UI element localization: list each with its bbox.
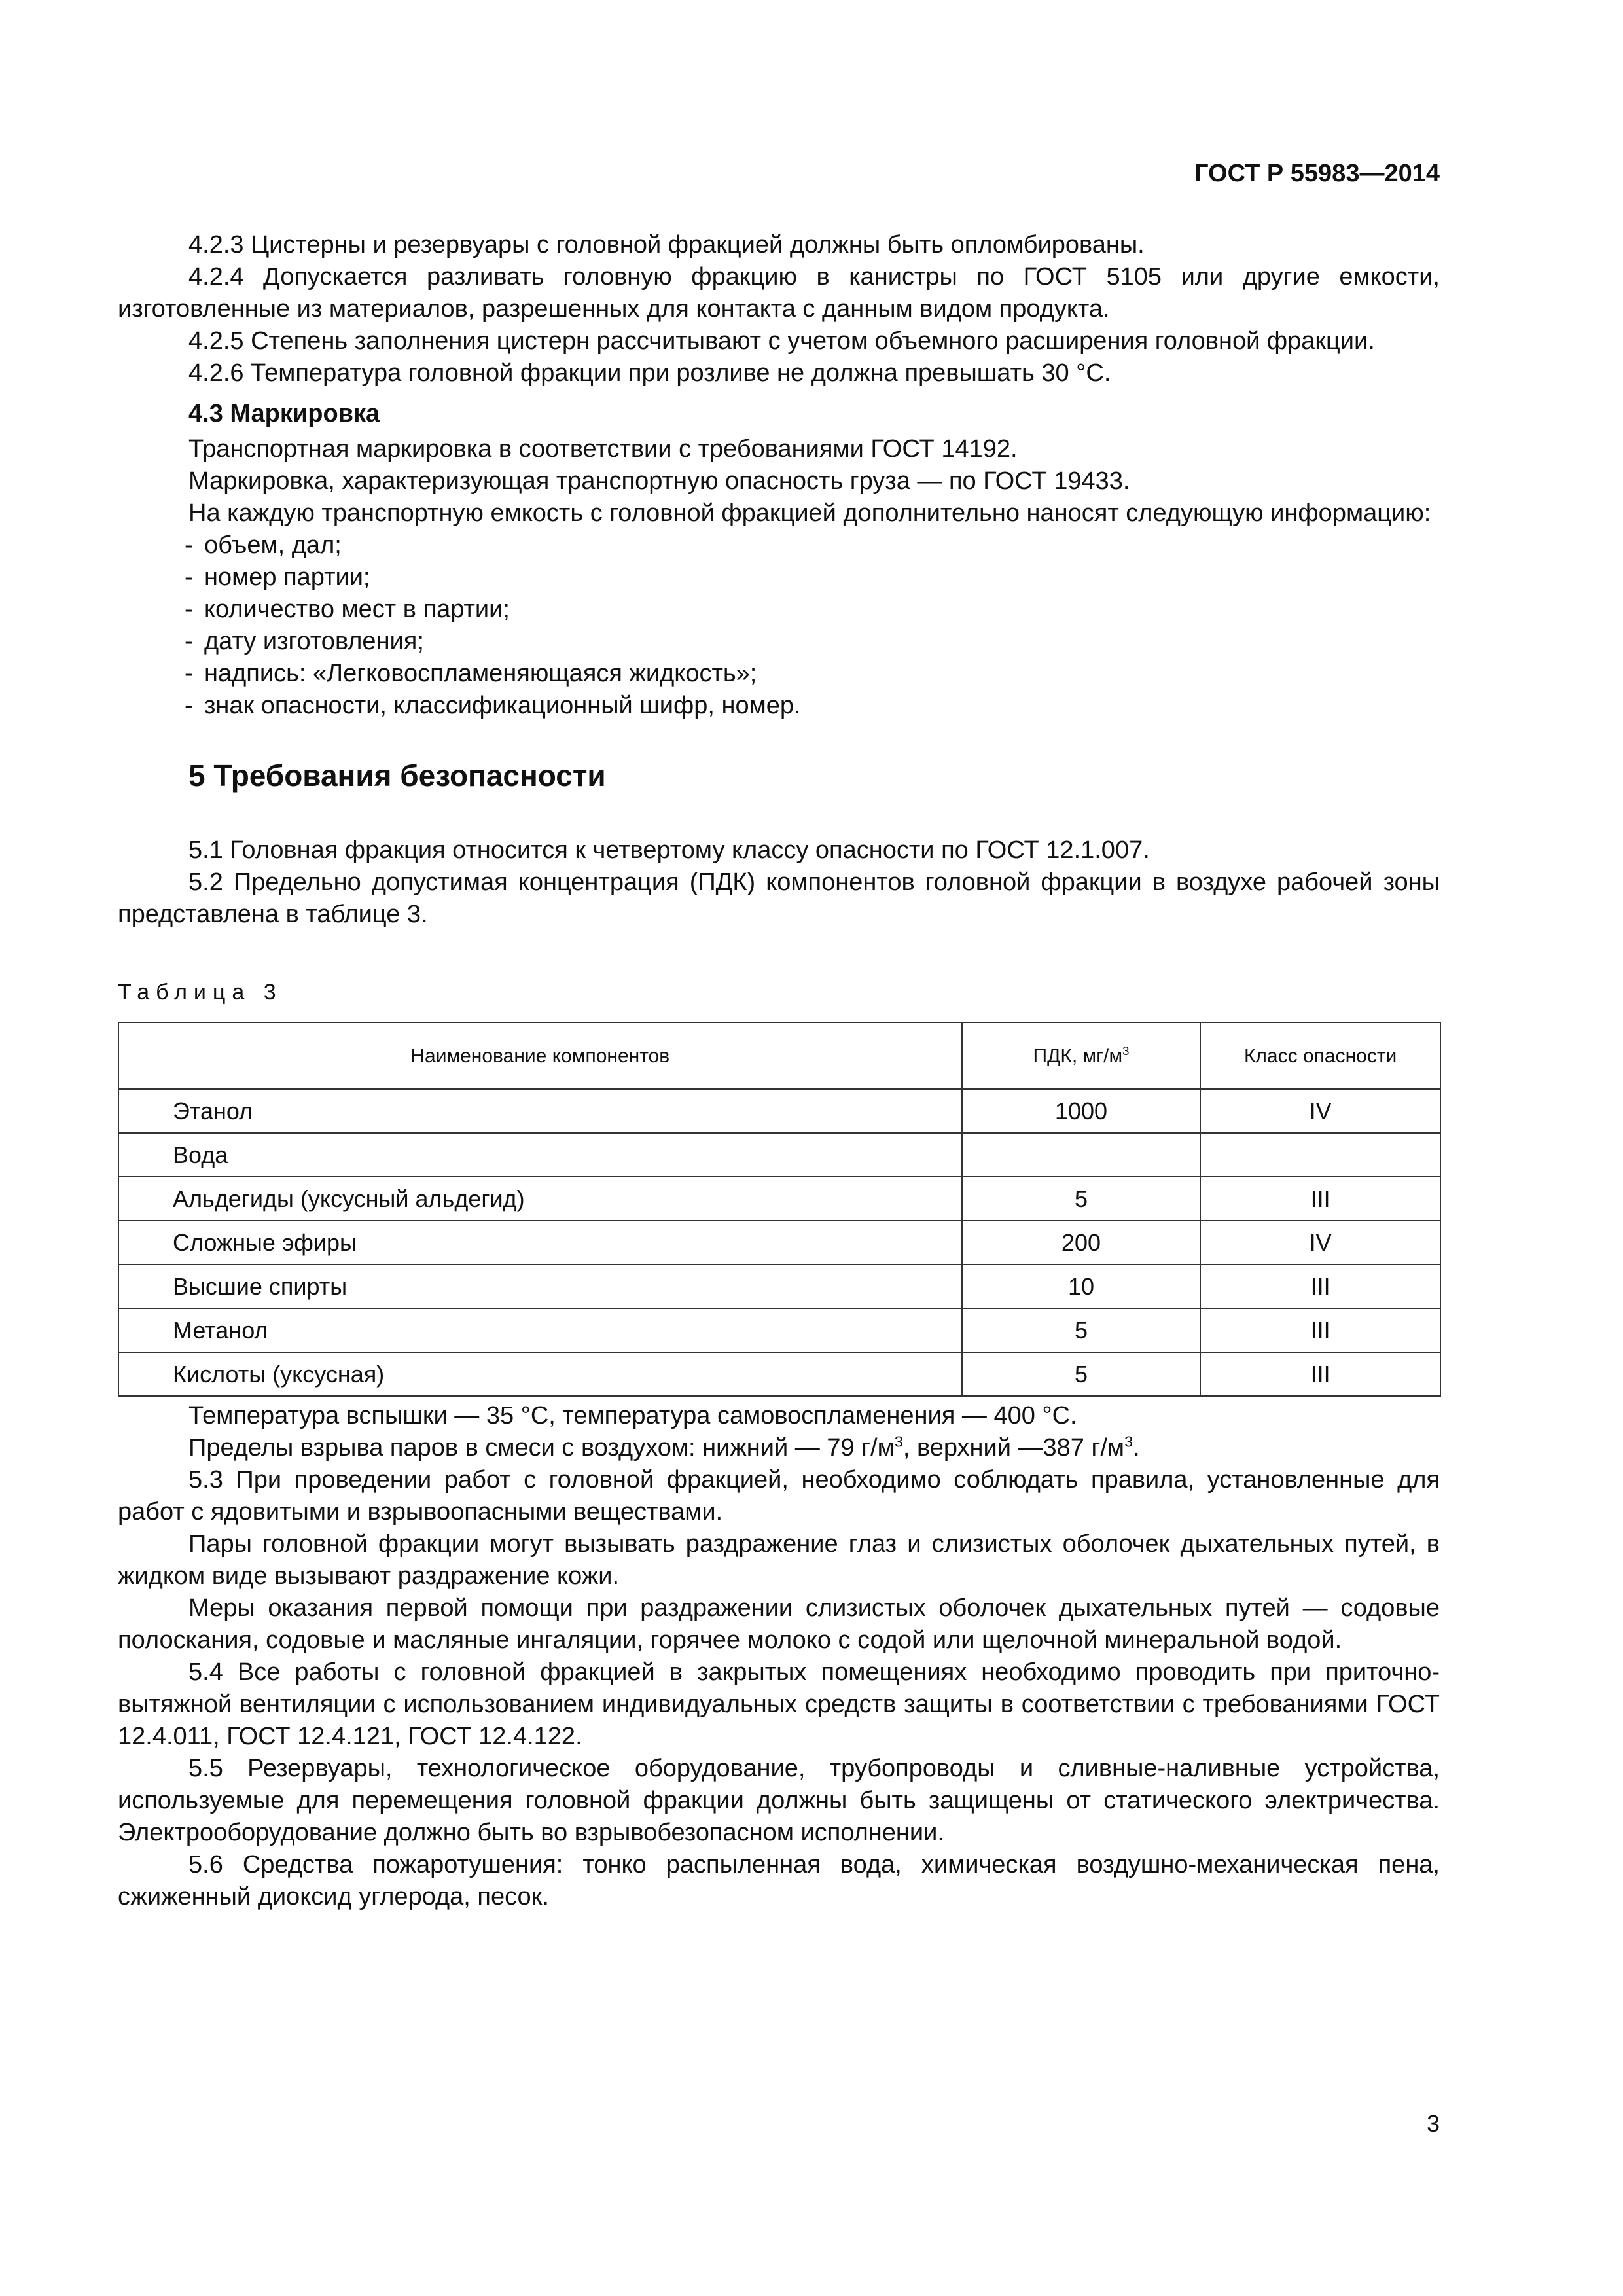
table-row: [118, 1133, 1440, 1177]
cell-class: [1200, 1133, 1440, 1177]
table-row: [118, 1177, 1440, 1221]
table-header-row: [118, 1022, 1440, 1089]
cell-class: III: [1200, 1265, 1440, 1308]
paragraph-4-2-5: 4.2.5 Степень заполнения цистерн рассчитывают с учетом объемного расширения головной фракции.: [188, 327, 1375, 355]
paragraph-4-2-3: 4.2.3 Цистерны и резервуары с головной фракцией должны быть опломбированы.: [188, 231, 1145, 259]
cell-name: Вода: [118, 1133, 962, 1177]
paragraph-4-2-4: 4.2.4 Допускается разливать головную фракцию в канистры по ГОСТ 5105 или другие емкости, изготовленные из материалов, разрешенных для контакта с данным видом продукта.: [118, 263, 1440, 323]
paragraph-5-1: 5.1 Головная фракция относится к четвертому классу опасности по ГОСТ 12.1.007.: [188, 836, 1150, 864]
list-item: - количество мест в партии;: [185, 594, 1440, 626]
marking-paragraph: На каждую транспортную емкость с головной фракцией дополнительно наносят следующую информацию:: [188, 499, 1431, 527]
cell-class: III: [1200, 1352, 1440, 1396]
cell-name: Высшие спирты: [118, 1265, 962, 1308]
cell-pdk: 1000: [962, 1089, 1201, 1133]
flash-point-paragraph: Температура вспышки — 35 °С, температура самовоспламенения — 400 °С.: [188, 1402, 1077, 1429]
marking-paragraph: Транспортная маркировка в соответствии с требованиями ГОСТ 14192.: [188, 435, 1018, 463]
explosion-limits-paragraph: Пределы взрыва паров в смеси с воздухом: нижний — 79 $г/м^3$, верхний —387 $г/м^3$.: [188, 1433, 1140, 1462]
table-row: [118, 1352, 1440, 1396]
paragraph-5-4: 5.4 Все работы с головной фракцией в закрытых помещениях необходимо проводить при приточно-вытяжной вентиляции с использованием индивидуальных средств защиты в соответствии с требованиями ГОСТ 12.4.011, ГОСТ 12.4.121, ГОСТ 12.4.122.: [118, 1659, 1440, 1750]
irritation-paragraph: Пары головной фракции могут вызывать раздражение глаз и слизистых оболочек дыхательных путей, в жидком виде вызывают раздражение кожи.: [118, 1530, 1440, 1590]
cell-name: Альдегиды (уксусный альдегид): [118, 1177, 962, 1221]
paragraph-5-2: 5.2 Предельно допустимая концентрация (ПДК) компонентов головной фракции в воздухе рабочей зоны представлена в таблице 3.: [118, 869, 1440, 928]
marking-paragraph: Маркировка, характеризующая транспортную опасность груза — по ГОСТ 19433.: [188, 467, 1130, 495]
section-4-3-heading: 4.3 Маркировка: [188, 400, 380, 427]
table-row: [118, 1265, 1440, 1308]
table-caption: Таблица 3: [118, 980, 283, 1005]
paragraph-5-3: 5.3 При проведении работ с головной фракцией, необходимо соблюдать правила, установленные для работ с ядовитыми и взрывоопасными веществами.: [118, 1466, 1440, 1526]
list-item: - объем, дал;: [185, 529, 1440, 562]
cell-pdk: [962, 1133, 1201, 1177]
paragraph-5-5: 5.5 Резервуары, технологическое оборудование, трубопроводы и сливные-наливные устройства, используемые для перемещения головной фракции должны быть защищены от статического электричества. Электрооборудование должно быть во взрывобезопасном исполнении.: [118, 1755, 1440, 1846]
cell-class: III: [1200, 1177, 1440, 1221]
header-pdk: ПДК, $мг/м^3$: [962, 1022, 1201, 1089]
table-row: [118, 1089, 1440, 1133]
table-row: [118, 1221, 1440, 1265]
cell-name: Сложные эфиры: [118, 1221, 962, 1265]
cell-name: Кислоты (уксусная): [118, 1352, 962, 1396]
cell-class: IV: [1200, 1089, 1440, 1133]
paragraph-5-6: 5.6 Средства пожаротушения: тонко распыленная вода, химическая воздушно-механическая пена, сжиженный диоксид углерода, песок.: [118, 1851, 1440, 1910]
list-item: - дату изготовления;: [185, 626, 1440, 658]
cell-pdk: 5: [962, 1352, 1201, 1396]
document-id: ГОСТ Р 55983—2014: [1194, 160, 1440, 187]
cell-pdk: 200: [962, 1221, 1201, 1265]
cell-pdk: 5: [962, 1308, 1201, 1352]
list-item: - знак опасности, классификационный шифр, номер.: [185, 690, 1440, 722]
cell-class: III: [1200, 1308, 1440, 1352]
paragraph-4-2-6: 4.2.6 Температура головной фракции при розливе не должна превышать 30 °С.: [188, 359, 1111, 387]
header-name: Наименование компонентов: [118, 1022, 962, 1089]
cell-pdk: 5: [962, 1177, 1201, 1221]
first-aid-paragraph: Меры оказания первой помощи при раздражении слизистых оболочек дыхательных путей — содовые полоскания, содовые и масляные ингаляции, горячее молоко с содой или щелочной минеральной водой.: [118, 1594, 1440, 1654]
page-number: 3: [1426, 2110, 1440, 2137]
cell-name: Этанол: [118, 1089, 962, 1133]
cell-pdk: 10: [962, 1265, 1201, 1308]
table-row: [118, 1308, 1440, 1352]
cell-name: Метанол: [118, 1308, 962, 1352]
header-class: Класс опасности: [1200, 1022, 1440, 1089]
cell-class: IV: [1200, 1221, 1440, 1265]
page-content: [118, 229, 1440, 1913]
list-item: - надпись: «Легковоспламеняющаяся жидкость»;: [185, 658, 1440, 690]
components-table: [118, 1022, 1441, 1397]
section-5-heading: 5 Требования безопасности: [188, 759, 606, 793]
list-item: - номер партии;: [185, 562, 1440, 594]
marking-list: [118, 529, 1440, 722]
